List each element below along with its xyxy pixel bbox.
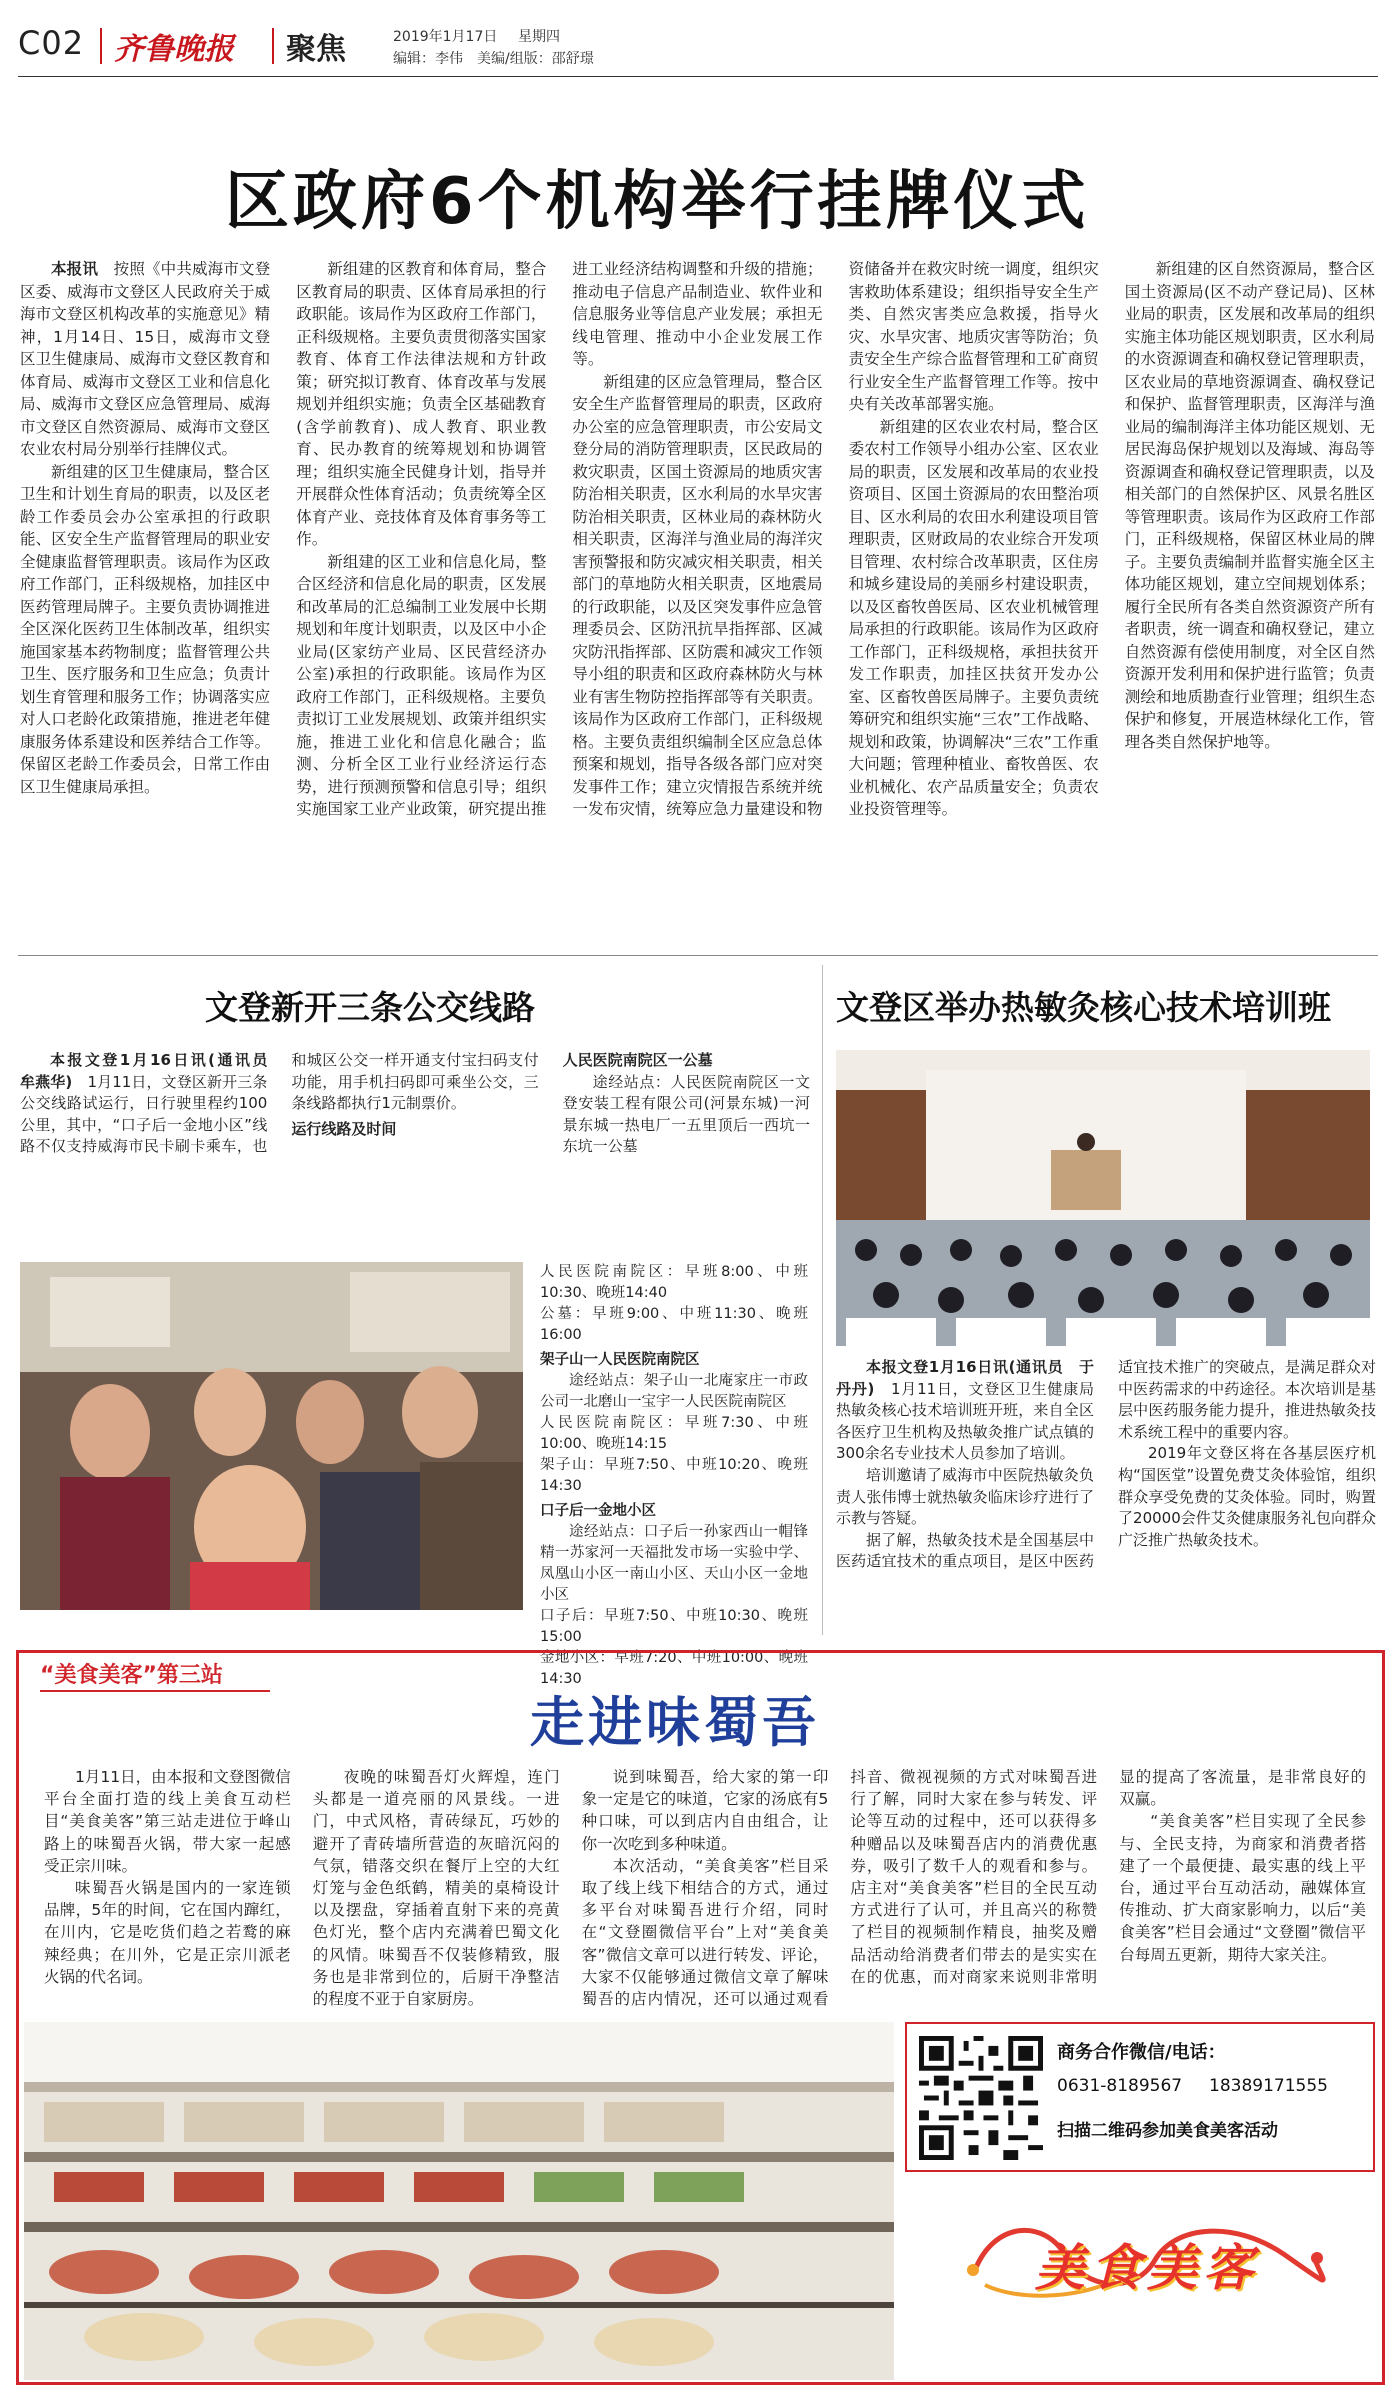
article2-lead: 本报文登1月16日讯(通讯员 牟燕华)	[20, 1051, 283, 1091]
food-paragraph: 夜晚的味蜀吾灯火辉煌，连门头都是一道亮丽的风景线。一进门，中式风格，青砖绿瓦，巧妙的避开了青砖墙所营造的灰暗沉闷的气氛，错落交织在餐厅上空的大红灯笼与金色纸鹤，精美的桌椅设计以及摆盘，穿插着直射下来的亮黄色灯光，整个店内充满着巴蜀文化的风情。味蜀吾不仅装修精致，服务也是非常到位的，后厨干净整洁的程度不亚于自家厨房。	[312, 1768, 560, 2009]
article3-paragraph: 2019年文登区将在各基层医疗机构“国医堂”设置免费艾灸体验馆，组织群众享受免费的艾灸体验。同时，购置了20000会件艾灸健康服务礼包向群众广泛推广热敏灸技术。	[1118, 1444, 1376, 1549]
article1-paragraph: 按照《中共威海市文登区委、威海市文登区人民政府关于威海市文登区机构改革的实施意见》精神，1月14日、15日，威海市文登区卫生健康局、威海市文登区教育和体育局、威海市文登区工业和信息化局、威海市文登区应急管理局、威海市文登区自然资源局、威海市文登区农业农村局分别举行挂牌仪式。	[20, 260, 271, 458]
bus-photo-illustration	[20, 1262, 523, 1610]
training-hall-photo	[836, 1050, 1370, 1346]
page-number: C02	[18, 24, 85, 62]
phone-number[interactable]: 0631-8189567	[1057, 2076, 1183, 2096]
contact-box	[905, 2022, 1375, 2172]
qr-code[interactable]	[919, 2036, 1043, 2160]
food-paragraph: “美食美客”栏目实现了全民参与、全民支持，为商家和消费者搭建了一个最便捷、最实惠的线上平台，通过平台互动活动，融媒体宣传推动、扩大商家影响力，以后“美食美客”栏目会通过“文登圈”微信平台每周五更新，期待大家关注。	[1119, 1812, 1366, 1964]
food-paragraph: 味蜀吾火锅是国内的一家连锁品牌，5年的时间，它在国内蹿红，在川内，它是吃货们趋之若鹜的麻辣经典；在川外，它是正宗川派老火锅的代名词。	[44, 1879, 291, 1986]
route-name: 架子山一人民医院南院区	[540, 1352, 700, 1368]
food-paragraph: 本次活动，“美食美客”栏目采取了线上线下相结合的方式，通过多平台对味蜀吾进行介绍，同时在“文登圈微信平台”上对“美食美客”微信文章可以进行转发、评论，大家不仅能够通过微信文章了解味蜀吾的店内情况，还可以通过观看抖音、微视视频的方式对味蜀吾进行了解，同时大家在参与转发、评论等互动的过程中，还可以获得多种赠品以及味蜀吾店内的消费优惠券，吸引了数千人的观看和参与。店主对“美食美客”栏目的全民互动方式进行了认可，并且高兴的称赞了栏目的视频制作精良，抽奖及赠品活动给消费者们带去的是实实在在的优惠，而对商家来说则非常明显的提高了客流量，是非常良好的双赢。	[581, 1768, 1366, 2009]
article2-body	[20, 1050, 810, 1246]
food-headline: 走进味蜀吾	[530, 1691, 820, 1754]
article2-routes	[540, 1262, 808, 1687]
article1-paragraph: 新组建的区工业和信息化局，整合区经济和信息化局的职责，区发展和改革局的汇总编制工业发展中长期规划和年度计划职责，以及区中小企业局(区家纺产业局、区民营经济办公室)承担的行政职能。该局作为区政府工作部门，正科级规格。主要负责拟订工业发展规划、政策并组织实施，推进工业化和信息化融合；监测、分析全区工业行业经济运行态势，进行预测预警和信息引导；组织实施国家工业产业政策，研究提出推进工业经济结构调整和升级的措施；推动电子信息产品制造业、软件业和信息服务业等信息产业发展；承担无线电管理、推动中小企业发展工作等。	[296, 260, 823, 818]
article3-paragraph: 据了解，热敏灸技术是全国基层中医药适宜技术的重点项目，是区中医药适宜技术推广的突破点，是满足群众对中医药需求的中药途径。本次培训是基层中医药服务能力提升，推进热敏灸技术系统工程中的重要内容。	[836, 1358, 1376, 1571]
route-time: 金地小区：早班7:20、中班10:00、晚班14:30	[540, 1650, 808, 1687]
editors: 编辑：李伟 美编/组版：邵舒璟	[393, 51, 594, 67]
article2-headline: 文登新开三条公交线路	[205, 988, 535, 1027]
route-time: 公墓：早班9:00、中班11:30、晚班16:00	[540, 1306, 808, 1343]
article1-paragraph: 新组建的区卫生健康局，整合区卫生和计划生育局的职责，以及区老龄工作委员会办公室承担的行政职能、区安全生产监督管理局的职业安全健康监督管理职责。该局作为区政府工作部门，正科级规格，加挂区中医药管理局牌子。主要负责协调推进全区深化医药卫生体制改革，组织实施国家基本药物制度；监督管理公共卫生、医疗服务和卫生应急；负责计划生育管理和服务工作；协调落实应对人口老龄化政策措施，推进老年健康服务体系建设和医养结合工作等。保留区老龄工作委员会，日常工作由区卫生健康局承担。	[20, 462, 271, 796]
food-tag: “美食美客”第三站	[40, 1663, 223, 1688]
scan-instruction: 扫描二维码参加美食美客活动	[1057, 2121, 1278, 2141]
issue-weekday: 星期四	[518, 29, 560, 45]
issue-date: 2019年1月17日	[393, 29, 498, 45]
article2-paragraph: 1月11日，文登区新开三条公交线路试运行，日行驶里程约100公里，其中，“口子后一金地小区”线路不仅支持威海市民卡刷卡乘车，也和城区公交一样开通支付宝扫码支付功能，用手机扫码即可乘坐公交，三条线路都执行1元制票价。	[20, 1051, 539, 1156]
route-name: 人民医院南院区一公墓	[562, 1051, 713, 1069]
food-photo-illustration	[24, 2022, 894, 2380]
route-sub-heading: 运行线路及时间	[291, 1119, 397, 1138]
article1-body	[20, 258, 1375, 944]
column-divider	[822, 965, 823, 1635]
route-time: 人民医院南院区：早班8:00、中班10:30、晚班14:40	[540, 1264, 808, 1301]
header-rule	[18, 76, 1378, 77]
mobile-number[interactable]: 18389171555	[1209, 2076, 1328, 2096]
route-stops: 途经站点：架子山一北庵家庄一市政公司一北磨山一宝宇一人民医院南院区	[540, 1373, 808, 1410]
route-time: 架子山：早班7:50、中班10:20、晚班14:30	[540, 1457, 808, 1494]
food-paragraph: 说到味蜀吾，给大家的第一印象一定是它的味道，它家的汤底有5种口味，可以到店内自由组合，让你一次吃到多种味道。	[581, 1768, 829, 1853]
route-name: 口子后一金地小区	[540, 1503, 656, 1519]
route-stops: 途经站点：口子后一孙家西山一帽锋精一苏家河一天福批发市场一实验中学、凤凰山小区一南山小区、天山小区一金地小区	[540, 1524, 808, 1603]
article3-paragraph: 培训邀请了威海市中医院热敏灸负责人张伟博士就热敏灸临床诊疗进行了示教与答疑。	[836, 1465, 1094, 1528]
paper-name: 齐鲁晚报	[114, 32, 234, 67]
food-body	[44, 1766, 1366, 2012]
contact-label: 商务合作微信/电话：	[1057, 2042, 1226, 2063]
article1-paragraph: 新组建的区应急管理局，整合区安全生产监督管理局的职责，区政府办公室的应急管理职责，市公安局文登分局的消防管理职责，区民政局的救灾职责，区国土资源局的地质灾害防治相关职责，区水利局的水旱灾害防治相关职责，区林业局的森林防火相关职责，区海洋与渔业局的海洋灾害预警报和防灾减灾相关职责，相关部门的草地防火相关职责，区地震局的行政职能，以及区突发事件应急管理委员会、区防汛抗旱指挥部、区减灾防汛指挥部、区防震和减灾工作领导小组的职责和区政府森林防火与林业有害生物防控指挥部等有关职责。该局作为区政府工作部门，正科级规格。主要负责组织编制全区应急总体预案和规划，指导各级各部门应对突发事件工作；建立灾情报告系统并统一发布灾情，统筹应急力量建设和物资储备并在救灾时统一调度，组织灾害救助体系建设；组织指导安全生产类、自然灾害类应急救援，指导火灾、水旱灾害、地质灾害等防治；负责安全生产综合监督管理和工矿商贸行业安全生产监督管理工作等。按中央有关改革部署实施。	[572, 260, 1099, 818]
article1-paragraph: 新组建的区自然资源局，整合区国土资源局(区不动产登记局)、区林业局的职责，区发展和改革局的组织实施主体功能区规划职责，区水利局的水资源调查和确权登记管理职责，区农业局的草地资源调查、确权登记和保护、监督管理职责，区海洋与渔业局的编制海洋主体功能区规划、无居民海岛保护规划以及海域、海岛等资源调查和确权登记管理职责，以及相关部门的自然保护区、风景名胜区等管理职责。该局作为区政府工作部门，正科级规格，保留区林业局的牌子。主要负责编制并监督实施全区主体功能区规划，建立空间规划体系；履行全民所有各类自然资源资产所有者职责，统一调查和确权登记，建立自然资源有偿使用制度，对全区自然资源开发利用和保护进行监管；负责测绘和地质勘查行业管理；组织生态保护和修复，开展造林绿化工作，管理各类自然保护地等。	[1124, 260, 1375, 751]
route-time: 人民医院南院区：早班7:30、中班10:00、晚班14:15	[540, 1415, 808, 1452]
bus-passengers-photo	[20, 1262, 523, 1610]
masthead	[18, 24, 1378, 74]
masthead-divider-2	[272, 28, 274, 64]
article1-headline: 区政府6个机构举行挂牌仪式	[225, 165, 1090, 239]
section-name: 聚焦	[286, 32, 346, 67]
article1-paragraph: 新组建的区教育和体育局，整合区教育局的职责、区体育局承担的行政职能。该局作为区政府工作部门，正科级规格。主要负责贯彻落实国家教育、体育工作法律法规和方针政策；研究拟订教育、体育改革与发展规划并组织实施；负责全区基础教育(含学前教育)、成人教育、职业教育、民办教育的统筹规划和协调管理；组织实施全民健身计划，指导并开展群众性体育活动；负责统筹全区体育产业、竞技体育及体育事务等工作。	[296, 260, 547, 548]
article3-lead: 本报文登1月16日讯(通讯员 于丹丹)	[836, 1358, 1094, 1398]
article3-paragraph: 1月11日，文登区卫生健康局热敏灸核心技术培训班开班，来自全区各医疗卫生机构及热敏灸推广试点镇的300余名专业技术人员参加了培训。	[836, 1379, 1094, 1463]
section-rule	[18, 955, 1378, 956]
article1-paragraph: 新组建的区农业农村局，整合区委农村工作领导小组办公室、区农业局的职责，区发展和改革局的农业投资项目、区国土资源局的农田整治项目、区水利局的农田水利建设项目管理职责，区财政局的农业综合开发项目管理、农村综合改革职责，区住房和城乡建设局的美丽乡村建设职责，以及区畜牧兽医局、区农业机械管理局承担的行政职能。该局作为区政府工作部门，正科级规格，承担扶贫开发工作职责，加挂区扶贫开发办公室、区畜牧兽医局牌子。主要负责统筹研究和组织实施“三农”工作战略、规划和政策，协调解决“三农”工作重大问题；管理种植业、畜牧兽医、农业机械化、农产品质量安全；负责农业投资管理等。	[848, 417, 1099, 818]
training-photo-illustration	[836, 1050, 1370, 1346]
food-paragraph: 1月11日，由本报和文登图微信平台全面打造的线上美食互动栏目“美食美客”第三站走进位于峰山路上的味蜀吾火锅，带大家一起感受正宗川味。	[44, 1768, 291, 1875]
article3-body	[836, 1357, 1376, 1625]
food-tag-underline	[40, 1690, 270, 1692]
hotpot-food-photo	[24, 2022, 894, 2380]
article1-lead: 本报讯	[51, 260, 98, 278]
route-stops: 途经站点：人民医院南院区一文登安装工程有限公司(河景东城)一河景东城一热电厂一五里顶后一西坑一东坑一公墓	[562, 1072, 810, 1156]
logo-text: 美食美客	[1035, 2239, 1259, 2297]
qr-code-icon	[919, 2036, 1043, 2160]
meishi-meike-logo	[955, 2200, 1335, 2310]
masthead-divider	[100, 28, 102, 64]
route-time: 口子后：早班7:50、中班10:30、晚班15:00	[540, 1608, 808, 1645]
article3-headline: 文登区举办热敏灸核心技术培训班	[836, 988, 1331, 1027]
